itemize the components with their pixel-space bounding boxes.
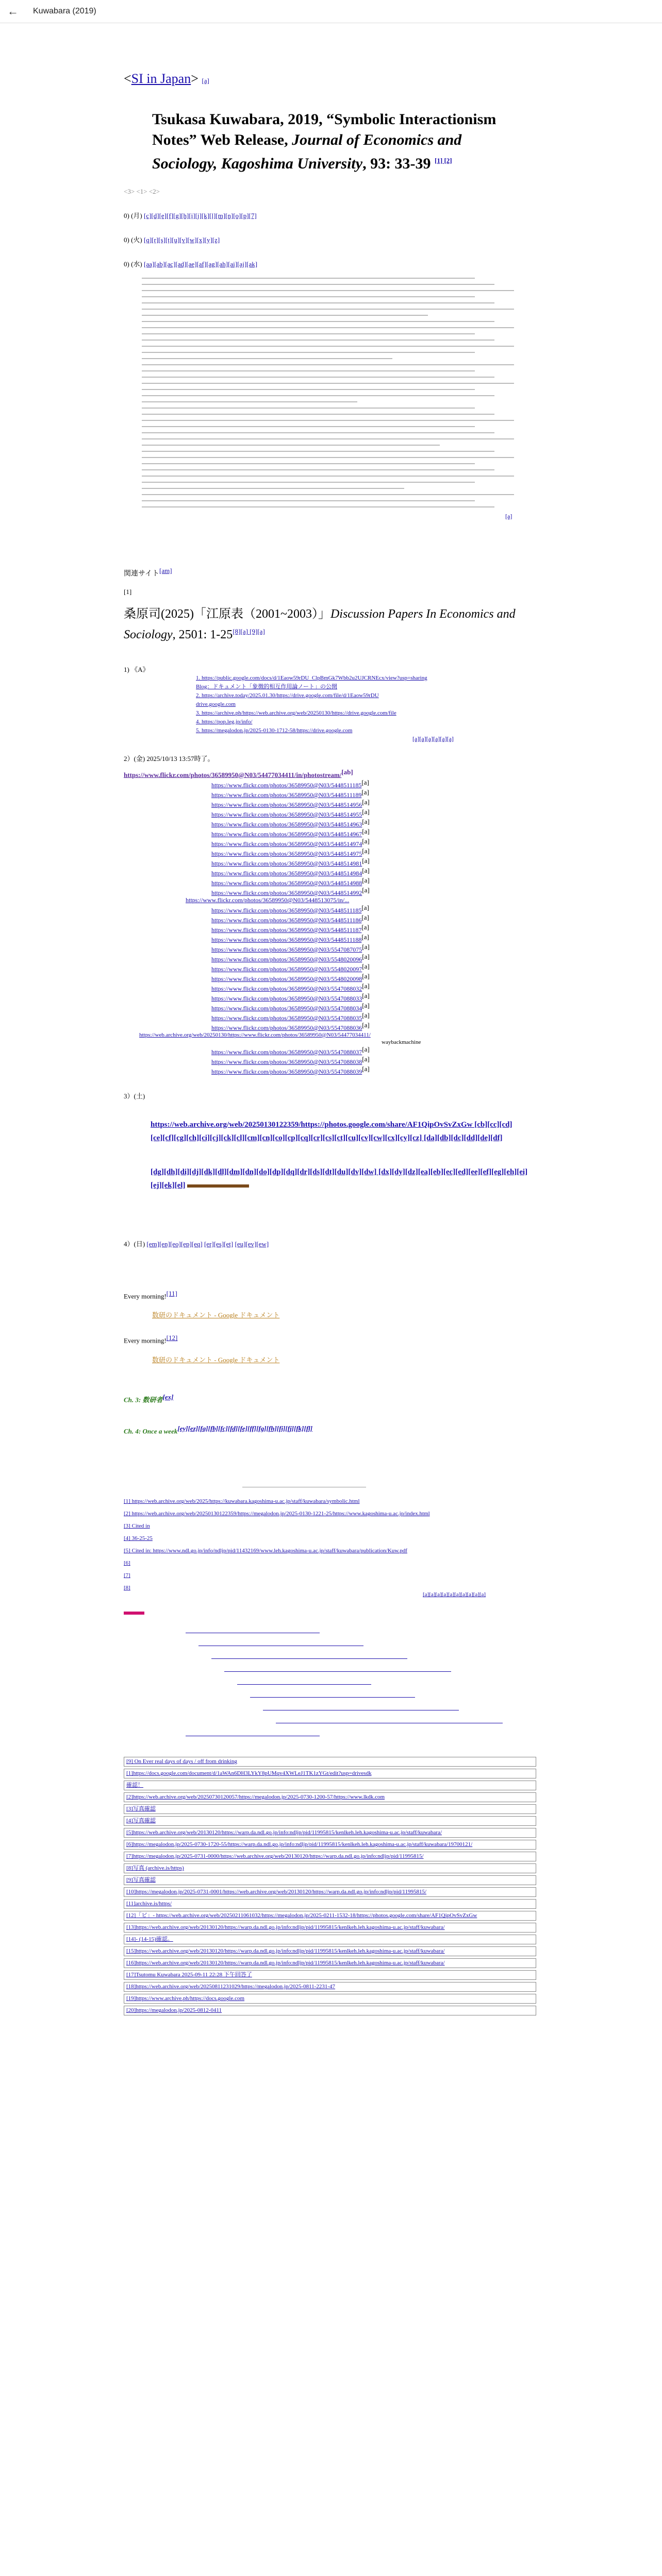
boxed-link[interactable]: [16]https://web.archive.org/web/20130120/https://warp.da.ndl.go.jp/info:ndljp/pid/11995815/kenlkeh.leh.kagoshima-u.ac.jp/staff/kuwabara/ xyxy=(126,1960,445,1967)
text-line xyxy=(142,395,494,396)
flickr-link[interactable]: https://www.flickr.com/photos/36589950@N03/5547088039 xyxy=(211,1067,362,1075)
flickr-note: [a] xyxy=(362,962,370,970)
boxed-note xyxy=(124,1757,536,1767)
boxed-note xyxy=(124,1935,536,1944)
day-label: 0) (火) xyxy=(124,236,142,244)
page-content xyxy=(124,31,567,2015)
every-morning-1: Every morning![11] xyxy=(124,1289,177,1300)
flickr-note: [a] xyxy=(362,817,370,825)
citation-link[interactable]: 2. https://archive.today/2025.01.30/https://drive.google.com/file/d/1Eaow59rDU xyxy=(196,692,379,699)
flickr-item xyxy=(211,914,567,924)
flickr-link[interactable]: https://www.flickr.com/photos/36589950@N03/5547088033 xyxy=(211,994,362,1002)
boxed-link[interactable]: [11]archive.is/https/ xyxy=(126,1901,172,1907)
day-links[interactable]: [q][r][s][t][u][v][w][x][y][z] xyxy=(144,236,220,244)
boxed-link[interactable]: [15]https://web.archive.org/web/20130120/https://warp.da.ndl.go.jp/info:ndljp/pid/11995815/kenlkeh.leh.kagoshima-u.ac.jp/staff/kuwabara/ xyxy=(126,1948,445,1955)
flickr-link[interactable]: https://www.flickr.com/photos/36589950@N03/5448511187 xyxy=(211,926,362,934)
text-line xyxy=(142,389,475,390)
text-line xyxy=(142,476,514,477)
boxed-link[interactable]: [13]https://web.archive.org/web/20130120/https://warp.da.ndl.go.jp/info:ndljp/pid/11995815/kenlkeh.leh.kagoshima-u.ac.jp/staff/kuwabara/ xyxy=(126,1924,445,1931)
footnote-link[interactable]: [2] https://web.archive.org/web/20250130122359/https://megalodon.jp/2025-0130-1221-25/https://www.kagoshima-u.ac.jp/index.html xyxy=(124,1511,430,1517)
flickr-link[interactable]: https://www.flickr.com/photos/36589950@N03/5448514992 xyxy=(211,889,362,896)
text-line xyxy=(142,488,404,489)
boxed-note xyxy=(124,1804,536,1814)
boxed-note xyxy=(124,1863,536,1873)
flickr-link[interactable]: https://www.flickr.com/photos/36589950@N03/5448511188 xyxy=(211,936,362,943)
flickr-item xyxy=(211,867,567,877)
purple-block-1: https://web.archive.org/web/20250130122359/https://photos.google.com/share/AF1QipOvSvZxGw [cb][cc][cd][ce][cf][cg][ch][ci][cj][ck][cl][cm][cn][co][cp][cq][cr][cs][ct][cu][cv][cw][cx][cy][cz] [da][db][dc][dd][de][df] xyxy=(151,1120,512,1142)
flickr-link[interactable]: https://www.flickr.com/photos/36589950@N03/5448511185 xyxy=(211,906,362,914)
boxed-link[interactable]: 確認！ xyxy=(126,1782,143,1789)
flickr-link[interactable]: https://www.flickr.com/photos/36589950@N03/5448514967 xyxy=(211,830,362,838)
flickr-item xyxy=(211,904,567,914)
flickr-link[interactable]: https://www.flickr.com/photos/36589950@N03/5448514963 xyxy=(211,820,362,828)
boxed-link[interactable]: [10]https://megalodon.jp/2025-0731-0001/https://web.archive.org/web/20130120/https://warp.da.ndl.go.jp/info:ndljp/pid/11995815/ xyxy=(126,1889,427,1895)
boxed-note xyxy=(124,1792,536,1802)
link-rows xyxy=(124,1633,567,1736)
citation-link[interactable]: drive.google.com xyxy=(196,701,236,707)
text-line xyxy=(142,346,514,347)
flickr-item xyxy=(211,943,567,953)
flickr-item xyxy=(211,1065,567,1075)
item2-main: https://www.flickr.com/photos/36589950@N03/54477034411/in/photostream/[ab] xyxy=(124,768,353,778)
flickr-note: [a] xyxy=(362,827,370,835)
boxed-note xyxy=(124,1982,536,1992)
ch3-line: Ch. 3: 数研者[ex] xyxy=(124,1393,174,1403)
flickr-link[interactable]: https://www.flickr.com/photos/36589950@N03/5448511186 xyxy=(211,916,362,924)
flickr-note: [a] xyxy=(361,913,369,921)
footnote-link[interactable]: [7] xyxy=(124,1572,130,1579)
flickr-link[interactable]: https://www.flickr.com/photos/36589950@N03/5448514981 xyxy=(211,859,362,867)
boxed-note xyxy=(124,2006,536,2015)
boxed-link[interactable]: [18]https://web.archive.org/web/20250811231029/https://megalodon.jp/2025-0811-2231-47 xyxy=(126,1984,336,1990)
breadcrumb-link[interactable]: SI in Japan xyxy=(131,71,191,86)
boxed-note xyxy=(124,1828,536,1838)
flickr-note: [a] xyxy=(362,856,370,865)
flickr-link[interactable]: https://www.flickr.com/photos/36589950@N03/5547087075 xyxy=(211,945,362,953)
citation-item xyxy=(196,691,567,700)
text-line xyxy=(142,414,494,415)
flickr-note: [a] xyxy=(362,837,370,845)
flickr-note: [a] xyxy=(362,1001,370,1009)
text-line xyxy=(142,340,494,341)
flickr-item xyxy=(211,1002,567,1012)
paper-num: [1] xyxy=(124,587,132,596)
text-line xyxy=(142,401,357,402)
flickr-note: [a] xyxy=(362,1045,370,1053)
text-line xyxy=(142,284,494,285)
wayback-line: https://web.archive.org/web/20250130/https://www.flickr.com/photos/36589950@N03/54477034411/ waybackmachine xyxy=(139,1031,421,1045)
footnote-link[interactable]: [4] 36-25-25 xyxy=(124,1535,153,1542)
ch4-line: Ch. 4: Once a week[ey][ez][fa][fb][fc][fd][fe][ff][fg][fh][fi][fj][fk][fl] xyxy=(124,1424,313,1435)
flickr-item xyxy=(211,953,567,963)
boxed-note xyxy=(124,1946,536,1956)
doc-link-1: 数研のドキュメント - Google ドキュメント xyxy=(152,1311,280,1319)
boxed-note xyxy=(124,1816,536,1826)
flickr-link[interactable]: https://www.flickr.com/photos/36589950@N03/5448514988 xyxy=(211,879,362,887)
citation-link[interactable]: 4. https://pop.leg.jp/info/ xyxy=(196,718,253,725)
item2-main-link[interactable]: https://www.flickr.com/photos/36589950@N03/54477034411/in/photostream/ xyxy=(124,770,342,778)
text-line xyxy=(142,432,494,433)
flickr-note: [a] xyxy=(361,923,369,931)
flickr-note: [a] xyxy=(362,1055,370,1063)
footnote-item xyxy=(124,1510,567,1517)
footnote-link[interactable]: [5] Cited in: https://www.ndl.go.jp/info/ndljp/pid/11432169/www.leh.kagoshima-u.ac.jp/staff/kuwabara/publication/Kuw.pdf xyxy=(124,1548,407,1554)
flickr-item xyxy=(211,818,567,828)
text-line xyxy=(142,482,475,483)
flickr-item xyxy=(211,934,567,943)
flickr-item xyxy=(211,848,567,857)
boxed-link[interactable]: [9]写真確認 xyxy=(126,1877,156,1884)
text-line xyxy=(142,321,494,322)
flickr-item xyxy=(211,973,567,982)
flickr-note: [a] xyxy=(362,807,370,816)
flickr-link[interactable]: https://www.flickr.com/photos/36589950@N03/5448511185 xyxy=(211,781,362,789)
flickr-note: [a] xyxy=(362,981,370,990)
citation-item xyxy=(196,709,567,718)
text-line xyxy=(142,500,475,501)
day-label: 0) (月) xyxy=(124,212,142,219)
flickr-note: [a] xyxy=(362,866,370,874)
item4-links[interactable]: [em][en][eo][ep][eq] xyxy=(146,1240,203,1248)
day-note[interactable]: [7] xyxy=(249,212,257,219)
title-refs[interactable]: [1] [2] xyxy=(435,157,452,164)
flickr-note: [a] xyxy=(362,1064,370,1073)
text-line xyxy=(142,370,475,371)
day-lines xyxy=(124,210,567,268)
flickr-note: [a] xyxy=(362,952,370,960)
boxed-note xyxy=(124,1911,536,1921)
footnote-item xyxy=(124,1560,567,1567)
flickr-link[interactable]: https://www.flickr.com/photos/36589950@N03/5548020098 xyxy=(211,975,362,982)
flickr-note: [a] xyxy=(362,991,370,999)
boxed-link[interactable]: [1]https://docs.google.com/document/d/1aWAn6DH3LYkY8pUMqv4XWLeJ1TK1zYGt/edit?usp=drivesdk xyxy=(126,1770,372,1777)
flickr-note: [a] xyxy=(362,886,370,894)
text-line xyxy=(142,296,475,297)
boxed-note xyxy=(124,1840,536,1850)
citation-list xyxy=(196,674,567,735)
boxed-link[interactable]: [7]https://megalodon.jp/2025-0731-0000/https://web.archive.org/web/20130120/https://warp.da.ndl.go.jp/info:ndljp/pid/11995815/ xyxy=(126,1853,424,1860)
footnote-link[interactable]: [6] xyxy=(124,1560,130,1567)
article-title: Tsukasa Kuwabara, 2019, “Symbolic Interactionism Notes” Web Release, Journal of Economics and Sociology, Kagoshima University, 93: 33-39 [1] [2] xyxy=(152,111,496,172)
flickr-note: [a] xyxy=(362,876,370,884)
boxed-note xyxy=(124,1923,536,1933)
citation-link[interactable]: 3. https://archive.ph/https://web.archive.org/web/20250130/https://drive.google.com/file xyxy=(196,709,396,716)
boxed-link[interactable]: [19]https://www.archive.ph/https://docs.google.com xyxy=(126,1995,245,2002)
every-morning-2: Every morning![12] xyxy=(124,1334,178,1345)
citation-item xyxy=(196,683,567,691)
boxed-note xyxy=(124,1875,536,1885)
text-line xyxy=(142,383,514,384)
boxed-link[interactable]: [12]「ビ」- https://web.archive.org/web/20250211061032/https://megalodon.jp/2025-0211-1532-18/https://photos.google.com/share/AF1QipOvSvZxGw xyxy=(126,1912,477,1919)
item2-label: 2）(金) 2025/10/13 13:57時了。 xyxy=(124,754,214,762)
text-line xyxy=(142,420,514,421)
text-line xyxy=(142,290,514,291)
footnote-link[interactable]: [1] https://web.archive.org/web/2025/https://kuwabara.kagoshima-u.ac.jp/staff/kuwabara/symbolic.html xyxy=(124,1498,360,1505)
flickr-list-2 xyxy=(211,904,567,1031)
text-line xyxy=(142,302,494,303)
flickr-item xyxy=(211,828,567,838)
text-line xyxy=(142,445,440,446)
boxed-link[interactable]: [14]- (14-15)確認。 xyxy=(126,1936,173,1943)
flickr-link[interactable]: https://www.flickr.com/photos/36589950@N03/5547088035 xyxy=(211,1014,362,1022)
boxed-link[interactable]: [4]写真確認 xyxy=(126,1818,156,1824)
citation-item xyxy=(196,726,567,735)
boxed-link[interactable]: [6]https://megalodon.jp/2025-0730-1720-55/https://warp.da.ndl.go.jp/info:ndljp/pid/11995815/kenlkeh.leh.kagoshima-u.ac.jp/staff/kuwabara/19700121/ xyxy=(126,1841,473,1848)
breadcrumb: <SI in Japan> [a] xyxy=(124,71,209,86)
citation-item xyxy=(196,718,567,726)
flickr-link[interactable]: https://www.flickr.com/photos/36589950@N03/5448514984 xyxy=(211,869,362,877)
flickr-item xyxy=(211,808,567,818)
text-line xyxy=(142,315,428,316)
citation-link[interactable]: 5. https://megalodon.jp/2025-0130-1712-58/https://drive.google.com xyxy=(196,727,353,734)
text-line xyxy=(142,278,475,279)
citation-link[interactable]: 1. https://public.google.com/docs/d/1Eaow59rDU_ClpBmGk7Wbb2u2UJCRNEcx/view?usp=sharing xyxy=(196,674,427,681)
item4-end[interactable]: [eu][ev][ew] xyxy=(235,1240,269,1248)
flickr-note: [a] xyxy=(362,798,370,806)
related-sites: 関連サイト[am] xyxy=(124,567,172,578)
boxed-link[interactable]: [2]https://web.archive.org/web/20250730120057/https://megalodon.jp/2025-0730-1200-57/https://www.lkdk.com xyxy=(126,1794,385,1801)
citation-tail[interactable]: [a][a][a][a][a][a] xyxy=(412,735,454,742)
flickr-link[interactable]: https://www.flickr.com/photos/36589950@N03/5547088032 xyxy=(211,985,362,992)
flickr-note: [a] xyxy=(362,1011,370,1019)
flickr-link[interactable]: https://www.flickr.com/photos/36589950@N03/5448511189 xyxy=(211,791,362,799)
day-label: 0) (水) xyxy=(124,260,142,268)
text-line xyxy=(142,352,475,353)
flickr-link[interactable]: https://www.flickr.com/photos/36589950@N03/5547088034 xyxy=(211,1004,362,1012)
flickr-item xyxy=(211,992,567,1002)
day-links[interactable]: [aa][ab][ac][ad][ae][af][ag][ah][ai][aj][ak] xyxy=(144,260,258,268)
top-bar xyxy=(0,0,662,23)
flickr-link[interactable]: https://www.flickr.com/photos/36589950@N03/5548020096 xyxy=(211,955,362,963)
text-line xyxy=(142,463,475,464)
text-line xyxy=(142,438,514,439)
footnotes xyxy=(124,1498,567,1591)
flickr-item xyxy=(211,799,567,808)
doc-link-2: 数研のドキュメント - Google ドキュメント xyxy=(152,1355,280,1364)
flickr-item xyxy=(211,779,567,789)
flickr-item xyxy=(211,789,567,799)
boxed-note xyxy=(124,1994,536,2004)
flickr-item xyxy=(211,963,567,973)
text-line xyxy=(142,469,494,470)
flickr-list-3 xyxy=(211,1046,567,1075)
boxed-note xyxy=(124,1970,536,1980)
flickr-list-1 xyxy=(211,779,567,896)
paragraph-lines xyxy=(142,278,534,507)
flickr-note: [a] xyxy=(361,788,369,796)
boxed-note xyxy=(124,1852,536,1861)
flickr-note: [a] xyxy=(362,846,370,855)
citation-item xyxy=(196,700,567,709)
item1-label: 1) 《A》 xyxy=(124,665,150,673)
boxed-link[interactable]: [8]写真 (archive.is/https) xyxy=(126,1865,184,1872)
flickr-item xyxy=(211,924,567,934)
bars xyxy=(124,1608,567,1617)
footnote-tail[interactable]: [a][a][a][a][a][a][a][a][a][a] xyxy=(423,1591,486,1598)
footnote-item xyxy=(124,1547,567,1554)
day-links[interactable]: [c][d][e][f][g][h][i][j][k][l][m][n][o][p] xyxy=(144,212,249,219)
flickr-item xyxy=(211,1056,567,1065)
flickr-note: [a] xyxy=(362,942,370,951)
flickr-link[interactable]: https://www.flickr.com/photos/36589950@N03/5448514975 xyxy=(211,850,362,857)
flickr-item xyxy=(211,887,567,896)
flickr-note: [a] xyxy=(362,972,370,980)
boxed-link[interactable]: [9] On Ever real days of days / off from drinking xyxy=(126,1758,237,1765)
flickr-note: [a] xyxy=(361,933,369,941)
footnote-item xyxy=(124,1584,567,1591)
text-line xyxy=(142,333,475,334)
text-line xyxy=(142,358,392,359)
boxed-link[interactable]: [3]写真確認 xyxy=(126,1806,156,1812)
flickr-link[interactable]: https://www.flickr.com/photos/36589950@N03/5448514974 xyxy=(211,840,362,848)
flickr-link[interactable]: https://www.flickr.com/photos/36589950@N03/5547088036 xyxy=(211,1024,362,1031)
flickr-item xyxy=(211,1046,567,1056)
flickr-item xyxy=(211,838,567,848)
pink-bar xyxy=(124,1612,144,1615)
flickr-link[interactable]: https://www.flickr.com/photos/36589950@N03/5547088038 xyxy=(211,1058,362,1065)
footnote-item xyxy=(124,1498,567,1505)
link-row-line xyxy=(224,1671,451,1672)
boxed-note xyxy=(124,1781,536,1790)
breadcrumb-note[interactable]: [a] xyxy=(202,77,209,84)
footnote-item xyxy=(124,1572,567,1579)
flickr-note: [a] xyxy=(361,778,369,786)
paragraph-note[interactable]: [a] xyxy=(505,513,512,520)
flickr-link[interactable]: https://www.flickr.com/photos/36589950@N03/5548020097 xyxy=(211,965,362,973)
related-link[interactable]: [am] xyxy=(159,567,172,574)
text-line xyxy=(142,309,514,310)
text-line xyxy=(142,426,475,427)
flickr-item xyxy=(211,1022,567,1031)
nav-refs: <3> <1> <2> xyxy=(124,188,160,195)
window-title: Kuwabara (2019) xyxy=(33,7,96,15)
flickr-item xyxy=(211,877,567,887)
flickr-item xyxy=(211,982,567,992)
status-bar xyxy=(187,1184,249,1188)
flickr-item xyxy=(211,1012,567,1022)
text-line xyxy=(142,506,494,507)
day-line xyxy=(124,234,567,244)
link-row-line xyxy=(237,1684,371,1685)
flickr-link[interactable]: https://www.flickr.com/photos/36589950@N03/5448514955 xyxy=(211,810,362,818)
flickr-note: [a] xyxy=(361,903,369,911)
boxed-note xyxy=(124,1958,536,1968)
footnote-link[interactable]: [3] Cited in xyxy=(124,1523,150,1530)
flickr-note: [a] xyxy=(362,1021,370,1029)
boxed-link[interactable]: [17]Tsutomu Kuwabara 2025-09-11 22:28 下午回答了 xyxy=(126,1972,252,1978)
purple-block-2: [dg][dh][di][dj][dk][dl][dm][dn][do][dp][dq][dr][ds][dt][du][dv][dw] [dx][dy][dz][ea][eb][ec][ed][ee][ef][eg][eh][ei][ej][ek][el] xyxy=(151,1167,528,1190)
flickr-link[interactable]: https://www.flickr.com/photos/36589950@N03/5448514956 xyxy=(211,801,362,808)
footnote-item xyxy=(124,1522,567,1530)
text-line xyxy=(142,451,494,452)
boxed-note xyxy=(124,1887,536,1897)
item4-mid[interactable]: [er][es][et] xyxy=(204,1240,234,1248)
text-line xyxy=(142,494,514,495)
boxed-notes xyxy=(124,1757,536,2015)
flickr-item xyxy=(211,857,567,867)
text-line xyxy=(142,457,514,458)
item4: 4）(日) [em][en][eo][ep][eq] [er][es][et] [eu][ev][ew] xyxy=(124,1240,269,1248)
text-line xyxy=(142,377,494,378)
boxed-link[interactable]: [5]https://web.archive.org/web/20130120/https://warp.da.ndl.go.jp/info:ndljp/pid/11995815/kenlkeh.leh.kagoshima-u.ac.jp/staff/kuwabara/ xyxy=(126,1829,442,1836)
link-row-line xyxy=(211,1658,407,1659)
boxed-link[interactable]: [20]https://megalodon.jp/2025-0812-0411 xyxy=(126,2007,222,2014)
arrow-left-icon[interactable]: ← xyxy=(7,5,19,18)
flickr-center-link[interactable]: https://www.flickr.com/photos/36589950@N03/5448513075/in/... xyxy=(186,896,350,904)
paper-citation: 桑原司(2025)「江原表（2001~2003）」Discussion Papers In Economics and Sociology, 2501: 1-25[8][a] [9][a] xyxy=(124,607,516,641)
flickr-link[interactable]: https://www.flickr.com/photos/36589950@N03/5547088037 xyxy=(211,1048,362,1056)
day-line xyxy=(124,210,567,220)
footnote-link[interactable]: [8] xyxy=(124,1585,130,1591)
text-line xyxy=(142,364,514,365)
footnote-item xyxy=(124,1535,567,1542)
text-line xyxy=(142,327,514,328)
boxed-note xyxy=(124,1899,536,1909)
day-line xyxy=(124,259,567,268)
item3-label: 3）(土) xyxy=(124,1092,145,1100)
text-line xyxy=(142,408,475,409)
citation-item xyxy=(196,674,567,683)
boxed-note xyxy=(124,1769,536,1778)
link-row-line xyxy=(250,1697,415,1698)
citation-link[interactable]: Blog：ドキュメント「象徴的相互作用論ノート」の公開 xyxy=(196,683,338,690)
